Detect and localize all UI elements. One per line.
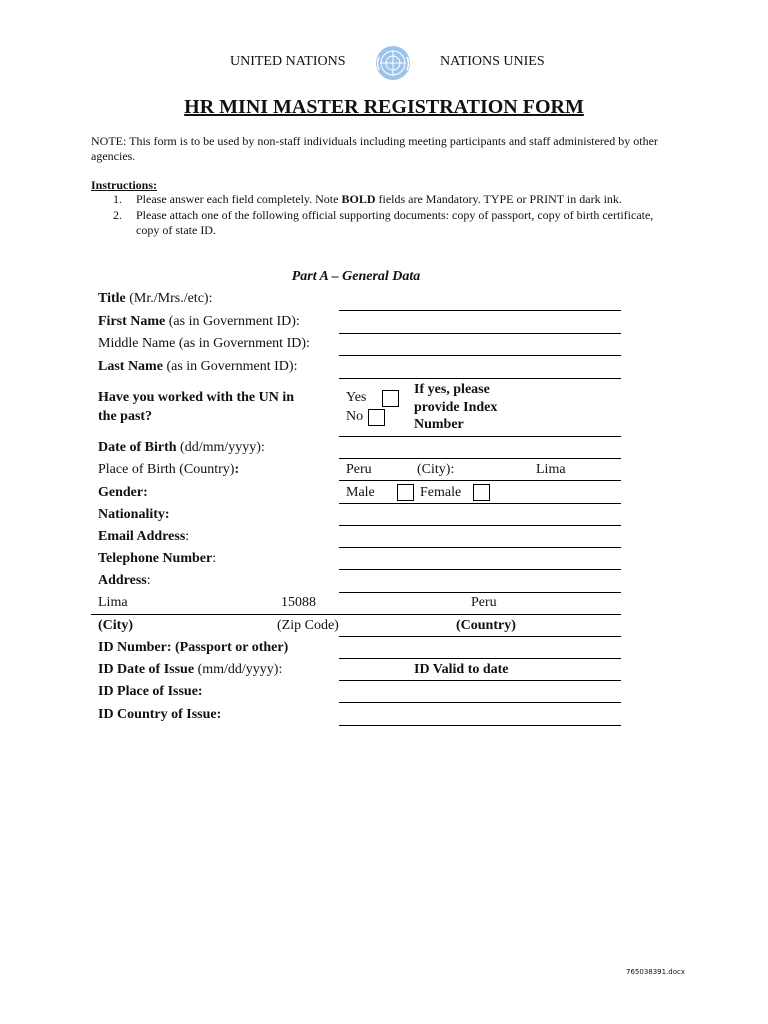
- instruction-item-2-line1: Please attach one of the following official supporting documents: copy of passport, copy of birth certificate,: [136, 208, 654, 222]
- id-date-issue-label: ID Date of Issue (mm/dd/yyyy):: [98, 662, 283, 677]
- un-emblem-icon: [374, 44, 412, 82]
- first-name-field[interactable]: [339, 333, 621, 334]
- address-line-1[interactable]: [339, 592, 621, 593]
- nationality-field[interactable]: [339, 525, 621, 526]
- index-number-label: If yes, please: [414, 382, 490, 397]
- id-number-field[interactable]: [339, 658, 621, 659]
- address-city-value[interactable]: Lima: [98, 595, 128, 610]
- middle-name-label: Middle Name (as in Government ID):: [98, 336, 310, 351]
- part-a-heading: Part A – General Data: [291, 269, 421, 284]
- gender-female-label: Female: [420, 485, 462, 500]
- dob-label: Date of Birth (dd/mm/yyyy):: [98, 440, 265, 455]
- address-country-caption: (Country): [456, 618, 516, 633]
- address-zip-value[interactable]: 15088: [281, 595, 316, 610]
- telephone-field[interactable]: [339, 569, 621, 570]
- last-name-field[interactable]: [339, 378, 621, 379]
- instructions-list: [0, 192, 768, 242]
- id-valid-to-label: ID Valid to date: [414, 662, 509, 677]
- middle-name-field[interactable]: [339, 355, 621, 356]
- email-field[interactable]: [339, 547, 621, 548]
- title-field[interactable]: [339, 310, 621, 311]
- gender-label: Gender:: [98, 485, 148, 500]
- id-country-issue-label: ID Country of Issue:: [98, 707, 222, 722]
- gender-male-label: Male: [346, 485, 375, 500]
- birth-city-value[interactable]: Lima: [536, 462, 566, 477]
- last-name-label: Last Name (as in Government ID):: [98, 359, 298, 374]
- index-number-field[interactable]: [339, 436, 621, 437]
- instructions-heading: Instructions:: [91, 178, 158, 192]
- worked-un-no-checkbox[interactable]: [368, 409, 385, 426]
- worked-un-label-line2: the past?: [98, 409, 153, 424]
- address-caption-line: [339, 636, 621, 637]
- gender-male-checkbox[interactable]: [397, 484, 414, 501]
- address-zip-caption: (Zip Code): [277, 618, 339, 633]
- id-number-label: ID Number: (Passport or other): [98, 640, 289, 655]
- gender-line: [339, 503, 621, 504]
- id-date-issue-field[interactable]: [339, 680, 621, 681]
- form-note: NOTE: This form is to be used by non-staff individuals including meeting participants and staff administered by other agencies.: [91, 134, 658, 163]
- nationality-label: Nationality:: [98, 507, 170, 522]
- place-of-birth-label: Place of Birth (Country):: [98, 462, 240, 477]
- telephone-label: Telephone Number:: [98, 551, 217, 566]
- instruction-item-2-line2: copy of state ID.: [136, 223, 216, 237]
- email-label: Email Address:: [98, 529, 190, 544]
- id-country-issue-field[interactable]: [339, 725, 621, 726]
- worked-un-yes-checkbox[interactable]: [382, 390, 399, 407]
- org-name-french: NATIONS UNIES: [440, 54, 545, 69]
- address-line-2: [91, 614, 621, 615]
- place-of-birth-field: [339, 480, 621, 481]
- address-label: Address:: [98, 573, 151, 588]
- worked-un-yes-label: Yes: [346, 390, 367, 405]
- instruction-item-1: Please answer each field completely. Note BOLD fields are Mandatory. TYPE or PRINT in dark ink.: [136, 192, 622, 206]
- index-number-label-line2: provide Index: [414, 400, 498, 415]
- dob-field[interactable]: [339, 458, 621, 459]
- instruction-number: 2.: [113, 208, 122, 222]
- birth-city-label: (City):: [417, 462, 455, 477]
- footer-filename: 765038391.docx: [626, 968, 686, 976]
- first-name-label: First Name (as in Government ID):: [98, 314, 300, 329]
- gender-female-checkbox[interactable]: [473, 484, 490, 501]
- title-label: Title (Mr./Mrs./etc):: [98, 291, 213, 306]
- instruction-number: 1.: [113, 192, 122, 206]
- id-place-issue-label: ID Place of Issue:: [98, 684, 203, 699]
- address-country-value[interactable]: Peru: [471, 595, 497, 610]
- worked-un-no-label: No: [346, 409, 364, 424]
- birth-country-value[interactable]: Peru: [346, 462, 372, 477]
- id-place-issue-field[interactable]: [339, 702, 621, 703]
- index-number-label-line3: Number: [414, 417, 464, 432]
- form-title: HR MINI MASTER REGISTRATION FORM: [184, 96, 584, 118]
- org-name-english: UNITED NATIONS: [230, 54, 346, 69]
- address-city-caption: (City): [98, 618, 133, 633]
- worked-un-label: Have you worked with the UN in: [98, 390, 295, 405]
